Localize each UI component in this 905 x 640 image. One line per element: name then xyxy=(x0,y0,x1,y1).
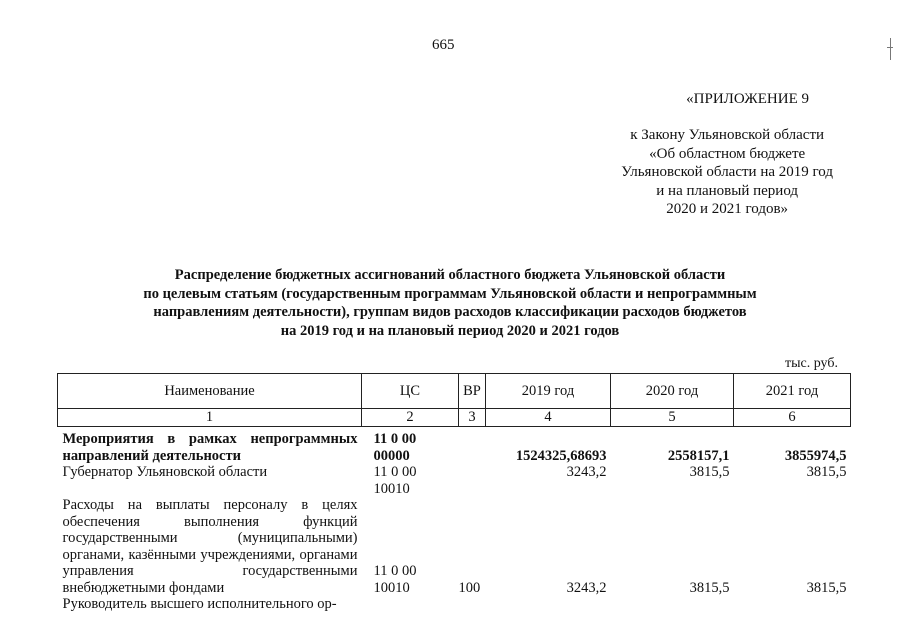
row-2021: 3815,5 xyxy=(806,464,847,480)
row-2019: 1524325,68693 xyxy=(515,447,607,464)
law-ref-line: и на плановый период xyxy=(656,182,799,199)
row-2020: 3815,5 xyxy=(689,464,730,480)
table-row xyxy=(58,427,851,465)
row-vr xyxy=(459,464,486,497)
col-number: 6 xyxy=(734,409,851,427)
title-line: на 2019 год и на плановый период 2020 и 2021 годов xyxy=(280,322,620,339)
row-cs xyxy=(362,596,459,613)
scan-edge-tick xyxy=(887,47,893,48)
row-2020: 2558157,1 xyxy=(667,447,730,464)
header-cs: ЦС xyxy=(362,374,459,409)
law-ref-line: «Об областном бюджете xyxy=(649,145,806,162)
table-row xyxy=(58,596,851,613)
row-name: Руководитель высшего исполнительного ор- xyxy=(62,596,337,612)
table-header-row xyxy=(58,374,851,409)
row-vr xyxy=(459,596,486,613)
units-label: тыс. руб. xyxy=(785,356,838,371)
col-number: 3 xyxy=(459,409,486,427)
row-2019 xyxy=(486,596,611,613)
row-2019: 3243,2 xyxy=(566,579,607,596)
row-cs: 11 0 00 10010 xyxy=(373,563,417,596)
budget-table xyxy=(57,373,851,613)
title-line: по целевым статьям (государственным программам Ульяновской области и непрограммным xyxy=(143,285,757,302)
col-number: 4 xyxy=(486,409,611,427)
row-name: Расходы на выплаты персоналу в целях обеспечения выполнения функций государственными (муниципальными) органами, казёнными учреждениями, органами управления государственными внебюджетными фондами xyxy=(62,497,358,596)
law-ref-line: Ульяновской области на 2019 год xyxy=(621,164,833,180)
header-name: Наименование xyxy=(58,374,362,409)
appendix-label: «ПРИЛОЖЕНИЕ 9 xyxy=(686,91,809,107)
scan-edge-mark xyxy=(890,38,891,60)
title-line: направлениям деятельности), группам видов расходов классификации расходов бюджетов xyxy=(153,304,747,320)
header-2021: 2021 год xyxy=(734,374,851,409)
col-number: 5 xyxy=(611,409,734,427)
header-2019: 2019 год xyxy=(486,374,611,409)
document-title xyxy=(90,266,810,340)
header-2020: 2020 год xyxy=(611,374,734,409)
table-row xyxy=(58,464,851,497)
row-cs: 11 0 00 10010 xyxy=(373,464,417,497)
column-number-row xyxy=(58,409,851,427)
page-number: 665 xyxy=(432,37,455,53)
row-vr xyxy=(459,427,486,465)
law-ref-line: к Закону Ульяновской области xyxy=(630,127,825,143)
row-2019: 3243,2 xyxy=(566,464,607,480)
title-line: Распределение бюджетных ассигнований областного бюджета Ульяновской области xyxy=(174,267,726,283)
row-name: Мероприятия в рамках непрограммных направлений деятельности xyxy=(62,431,358,464)
col-number: 2 xyxy=(362,409,459,427)
row-2021 xyxy=(734,596,851,613)
law-reference xyxy=(621,126,833,219)
row-name: Губернатор Ульяновской области xyxy=(62,464,268,480)
row-cs: 11 0 00 00000 xyxy=(373,431,417,464)
row-2020 xyxy=(611,596,734,613)
row-2021: 3815,5 xyxy=(806,579,847,596)
col-number: 1 xyxy=(58,409,362,427)
header-vr: ВР xyxy=(459,374,486,409)
row-vr: 100 xyxy=(458,579,481,596)
row-2021: 3855974,5 xyxy=(784,447,847,464)
table-row xyxy=(58,497,851,596)
law-ref-line: 2020 и 2021 годов» xyxy=(666,201,789,217)
row-2020: 3815,5 xyxy=(689,579,730,596)
